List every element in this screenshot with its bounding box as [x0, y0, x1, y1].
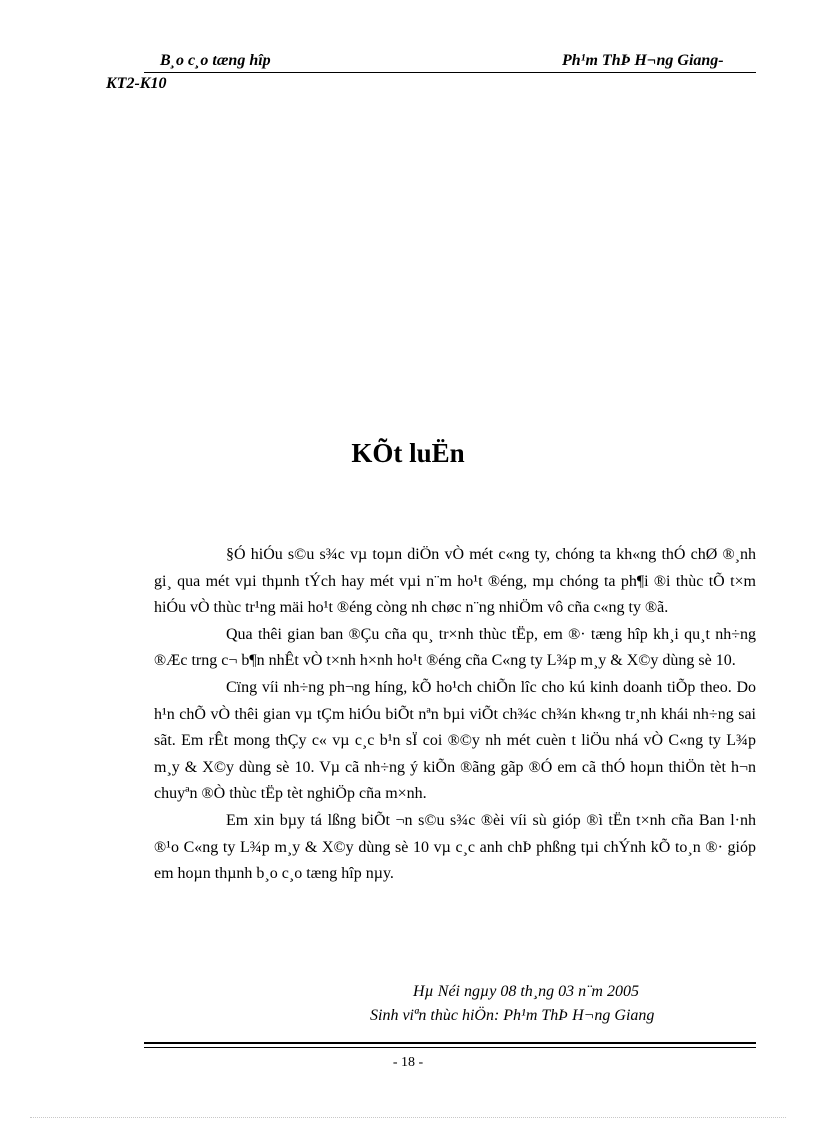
paragraph: Cïng víi nh÷ng ph¬ng híng, kÕ ho¹ch chiÕn lîc cho kú kinh doanh tiÕp theo. Do h¹n chÕ vÒ thêi gian vµ tÇm hiÓu biÕt nªn bµi viÕt ch¾c ch¾n kh«ng tr¸nh khái nh÷ng sai sãt. Em rÊt mong thÇy c« vµ c¸c b¹n sÏ coi ®©y nh mét cuèn t liÖu nhá vÒ C«ng ty L¾p m¸y & X©y dùng sè 10. Vµ cã nh÷ng ý kiÕn ®ãng gãp ®Ó em cã thÓ hoµn thiÖn tèt h¬n chuyªn ®Ò thùc tËp tèt nghiÖp cña m×nh.: [154, 678, 756, 803]
page-title: KÕt luËn: [351, 438, 465, 468]
header-right: Ph¹m ThÞ H¬ng Giang-: [562, 52, 724, 69]
paragraph: Qua thêi gian ban ®Çu cña qu¸ tr×nh thùc tËp, em ®· tæng hîp kh¸i qu¸t nh÷ng ®Æc trng c¬ b¶n nhÊt vÒ t×nh h×nh ho¹t ®éng cña C«ng ty L¾p m¸y & X©y dùng sè 10.: [154, 625, 756, 670]
body-text: [154, 542, 756, 888]
footer-rule-thick: [144, 1042, 756, 1044]
header-left: B¸o c¸o tæng hîp: [160, 52, 271, 69]
signature-place-date: Hµ Néi ngµy 08 th¸ng 03 n¨m 2005: [413, 983, 639, 1000]
page-number: - 18 -: [392, 1055, 424, 1070]
paragraph: §Ó hiÓu s©u s¾c vµ toµn diÖn vÒ mét c«ng ty, chóng ta kh«ng thÓ chØ ®¸nh gi¸ qua mét vµi thµnh tÝch hay mét vµi n¨m ho¹t ®éng, mµ chóng ta ph¶i ®i thùc tÕ t×m hiÓu vÒ thùc tr¹ng mäi ho¹t ®éng còng nh chøc n¨ng nhiÖm vô cña c«ng ty ®ã.: [154, 546, 756, 617]
header-continuation: KT2-K10: [106, 75, 167, 92]
signature-author: Sinh viªn thùc hiÖn: Ph¹m ThÞ H¬ng Giang: [370, 1007, 655, 1024]
footer-rule-thin: [144, 1047, 756, 1048]
header-rule: [144, 72, 756, 73]
page-bottom-border: [30, 1117, 786, 1118]
paragraph: Em xin bµy tá lßng biÕt ¬n s©u s¾c ®èi víi sù gióp ®ì tËn t×nh cña Ban l·nh ®¹o C«ng ty L¾p m¸y & X©y dùng sè 10 vµ c¸c anh chÞ phßng tµi chÝnh kÕ to¸n ®· gióp em hoµn thµnh b¸o c¸o tæng hîp nµy.: [154, 811, 756, 883]
